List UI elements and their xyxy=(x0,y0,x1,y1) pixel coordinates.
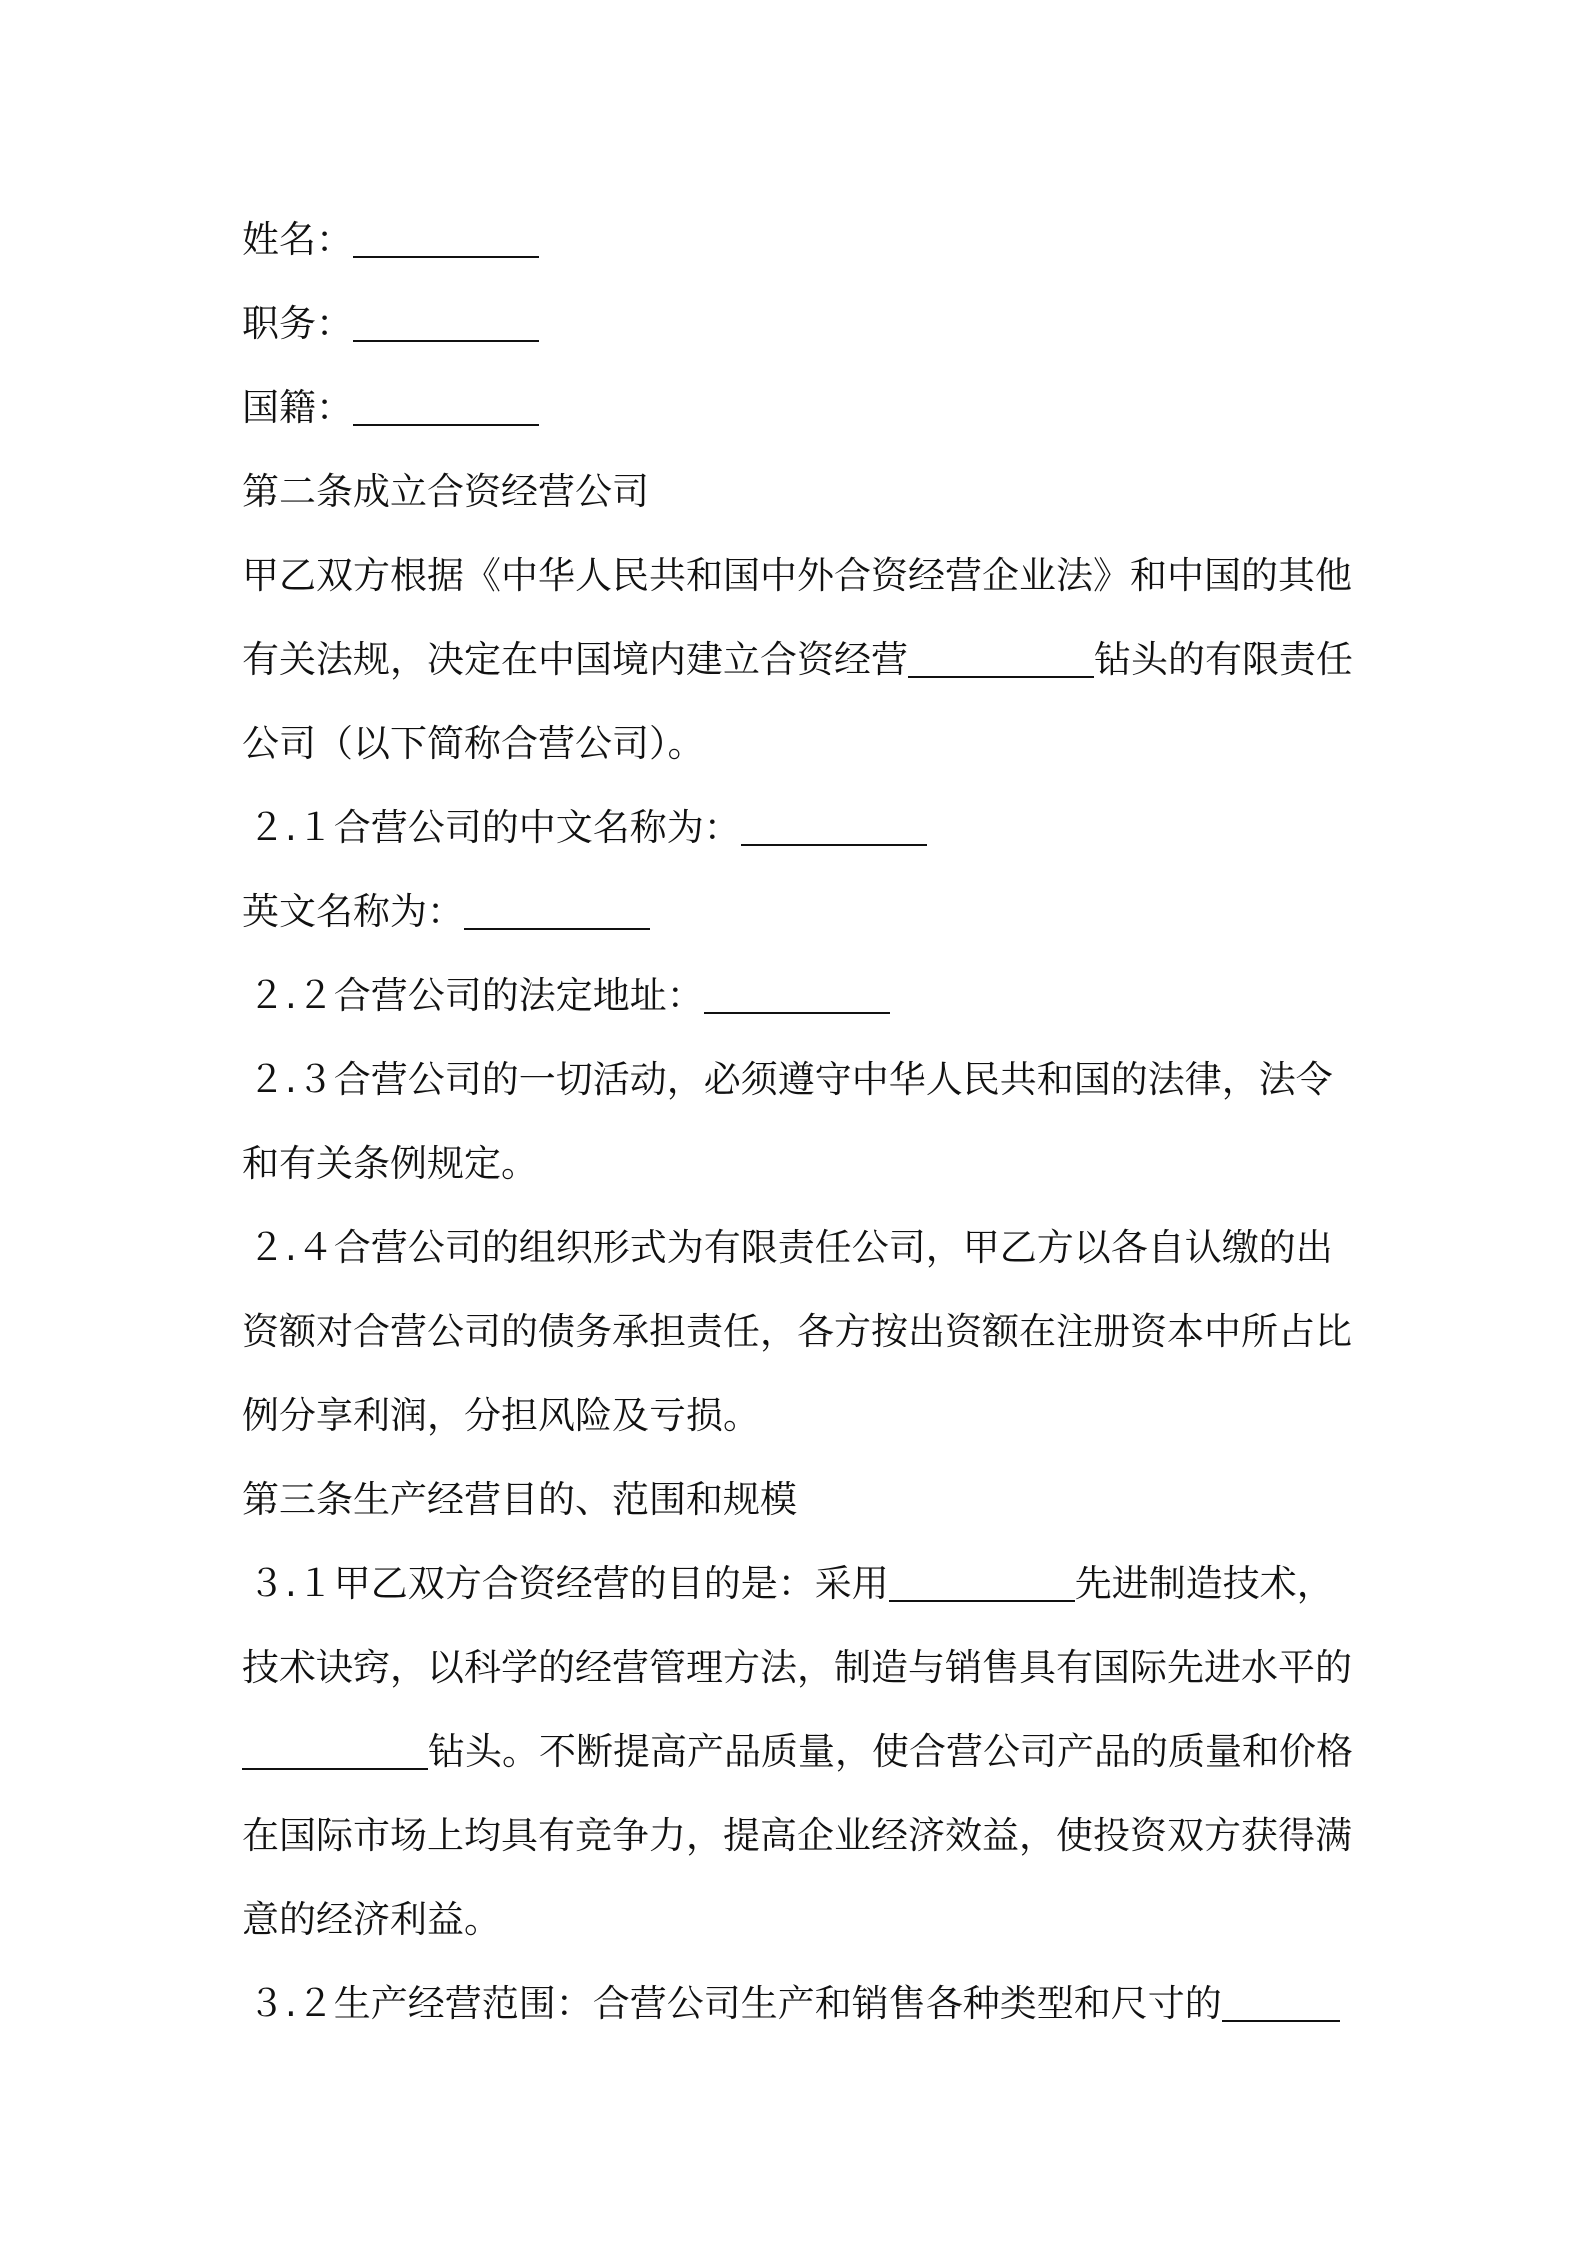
clause-3-1-line-5: 意的经济利益。 xyxy=(242,1898,501,1941)
clause-2-3-line-2: 和有关条例规定。 xyxy=(242,1142,538,1185)
clause-3-1-line-1 xyxy=(242,1542,1362,1626)
clause-3-1-text-b: 先进制造技术， xyxy=(1074,1562,1334,1605)
clause-2-4-line-3: 例分享利润，分担风险及亏损。 xyxy=(242,1394,760,1437)
name-label: 姓名： xyxy=(242,218,353,261)
document-body xyxy=(242,198,1362,2046)
title-label: 职务： xyxy=(242,302,353,345)
clause-3-1-line-4: 在国际市场上均具有竞争力，提高企业经济效益，使投资双方获得满 xyxy=(242,1814,1352,1857)
english-name-label: 英文名称为： xyxy=(242,890,464,933)
article-2-text-a: 有关法规，决定在中国境内建立合资经营 xyxy=(242,638,908,681)
product-range-blank xyxy=(1222,1988,1340,2022)
article-2-paragraph-line-2 xyxy=(242,618,1362,702)
clause-2-3-line-1: ２.３合营公司的一切活动，必须遵守中华人民共和国的法律，法令 xyxy=(248,1058,1333,1101)
chinese-name-blank xyxy=(741,812,927,846)
clause-3-1-text-c: 钻头。不断提高产品质量，使合营公司产品的质量和价格 xyxy=(428,1730,1353,1773)
technology-source-blank xyxy=(889,1568,1075,1602)
name-line xyxy=(242,198,1362,282)
article-2-heading: 第二条成立合资经营公司 xyxy=(242,470,649,513)
legal-address-blank xyxy=(704,980,890,1014)
clause-3-2-text: ３.２生产经营范围：合营公司生产和销售各种类型和尺寸的 xyxy=(248,1982,1222,2025)
title-blank xyxy=(353,308,539,342)
clause-2-2-line xyxy=(242,954,1362,1038)
article-3-heading: 第三条生产经营目的、范围和规模 xyxy=(242,1478,797,1521)
clause-3-1-line-2: 技术诀窍，以科学的经营管理方法，制造与销售具有国际先进水平的 xyxy=(242,1646,1352,1689)
clause-2-1-line xyxy=(242,786,1362,870)
clause-2-4-line-2: 资额对合营公司的债务承担责任，各方按出资额在注册资本中所占比 xyxy=(242,1310,1352,1353)
nationality-line xyxy=(242,366,1362,450)
english-name-blank xyxy=(464,896,650,930)
clause-3-1-line-3 xyxy=(242,1710,1362,1794)
clause-3-1-text-a: ３.１甲乙双方合资经营的目的是：采用 xyxy=(248,1562,889,1605)
nationality-blank xyxy=(353,392,539,426)
english-name-line xyxy=(242,870,1362,954)
article-2-text-b: 钻头的有限责任 xyxy=(1094,638,1353,681)
name-blank xyxy=(353,224,539,258)
clause-2-4-line-1: ２.４合营公司的组织形式为有限责任公司，甲乙方以各自认缴的出 xyxy=(248,1226,1333,1269)
article-2-paragraph-line-3: 公司（以下简称合营公司）。 xyxy=(242,722,705,765)
product-type-blank xyxy=(242,1736,428,1770)
clause-2-1-text: ２.１合营公司的中文名称为： xyxy=(248,806,741,849)
title-line xyxy=(242,282,1362,366)
clause-3-2-line-1 xyxy=(242,1962,1362,2046)
article-2-paragraph-line-1: 甲乙双方根据《中华人民共和国中外合资经营企业法》和中国的其他 xyxy=(242,554,1352,597)
nationality-label: 国籍： xyxy=(242,386,353,429)
drill-type-blank xyxy=(908,644,1094,678)
clause-2-2-text: ２.２合营公司的法定地址： xyxy=(248,974,704,1017)
